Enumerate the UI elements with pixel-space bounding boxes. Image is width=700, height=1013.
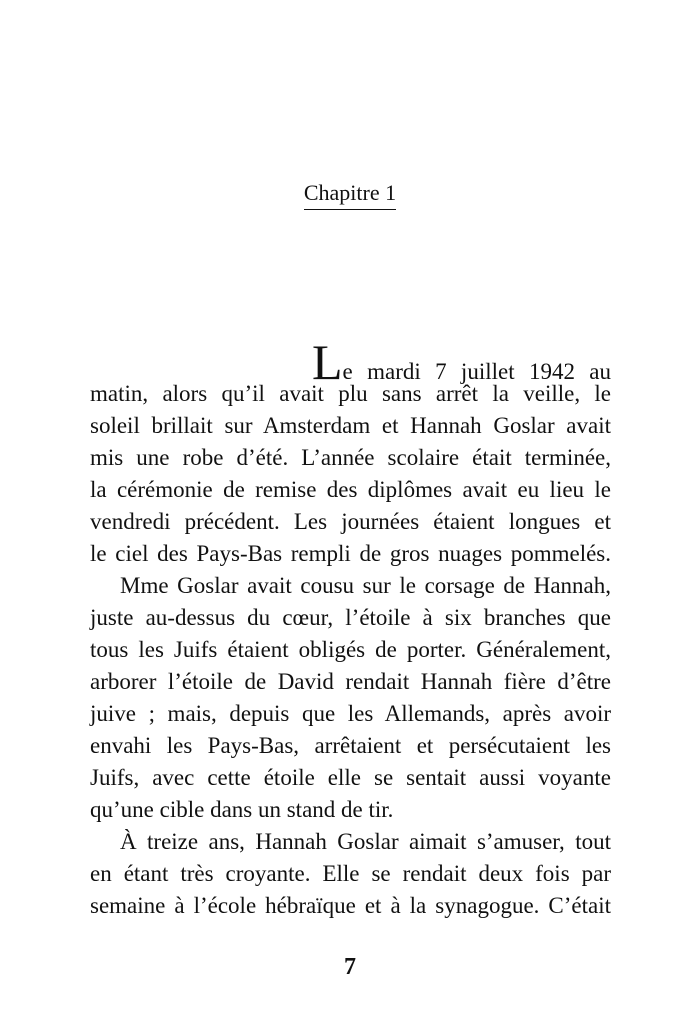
text-line: Mme Goslar avait cousu sur le corsage de Hannah, [120,573,611,598]
text-line: le ciel des Pays-Bas rempli de gros nuages pommelés. [90,541,611,566]
text-line: envahi les Pays-Bas, arrêtaient et persécutaient les [90,733,611,758]
text-line [90,334,611,390]
page-number: 7 [344,954,356,980]
text-line: tous les Juifs étaient obligés de porter. Généralement, [90,637,611,662]
chapter-heading [0,178,700,210]
text-line: soleil brillait sur Amsterdam et Hannah Goslar avait [90,413,611,438]
text-line: la cérémonie de remise des diplômes avait eu lieu le [90,477,611,502]
text-line: vendredi précédent. Les journées étaient longues et [90,509,611,534]
text-line: À treize ans, Hannah Goslar aimait s’amuser, tout [120,829,611,854]
body-text [90,334,611,922]
text-line: semaine à l’école hébraïque et à la synagogue. C’était [90,893,611,918]
text-line: arborer l’étoile de David rendait Hannah fière d’être [90,669,611,694]
text-line: mis une robe d’été. L’année scolaire était terminée, [90,445,611,470]
chapter-title: Chapitre 1 [304,178,396,210]
text-line: matin, alors qu’il avait plu sans arrêt la veille, le [90,381,611,406]
text-line: Juifs, avec cette étoile elle se sentait aussi voyante [90,765,611,790]
drop-cap: L [312,334,343,390]
text-line-content: e mardi 7 juillet 1942 au [342,359,611,384]
text-line: juste au-dessus du cœur, l’étoile à six branches que [90,605,611,630]
text-line: en étant très croyante. Elle se rendait deux fois par [90,861,611,886]
text-line: qu’une cible dans un stand de tir. [90,797,394,822]
text-line: juive ; mais, depuis que les Allemands, après avoir [90,701,611,726]
